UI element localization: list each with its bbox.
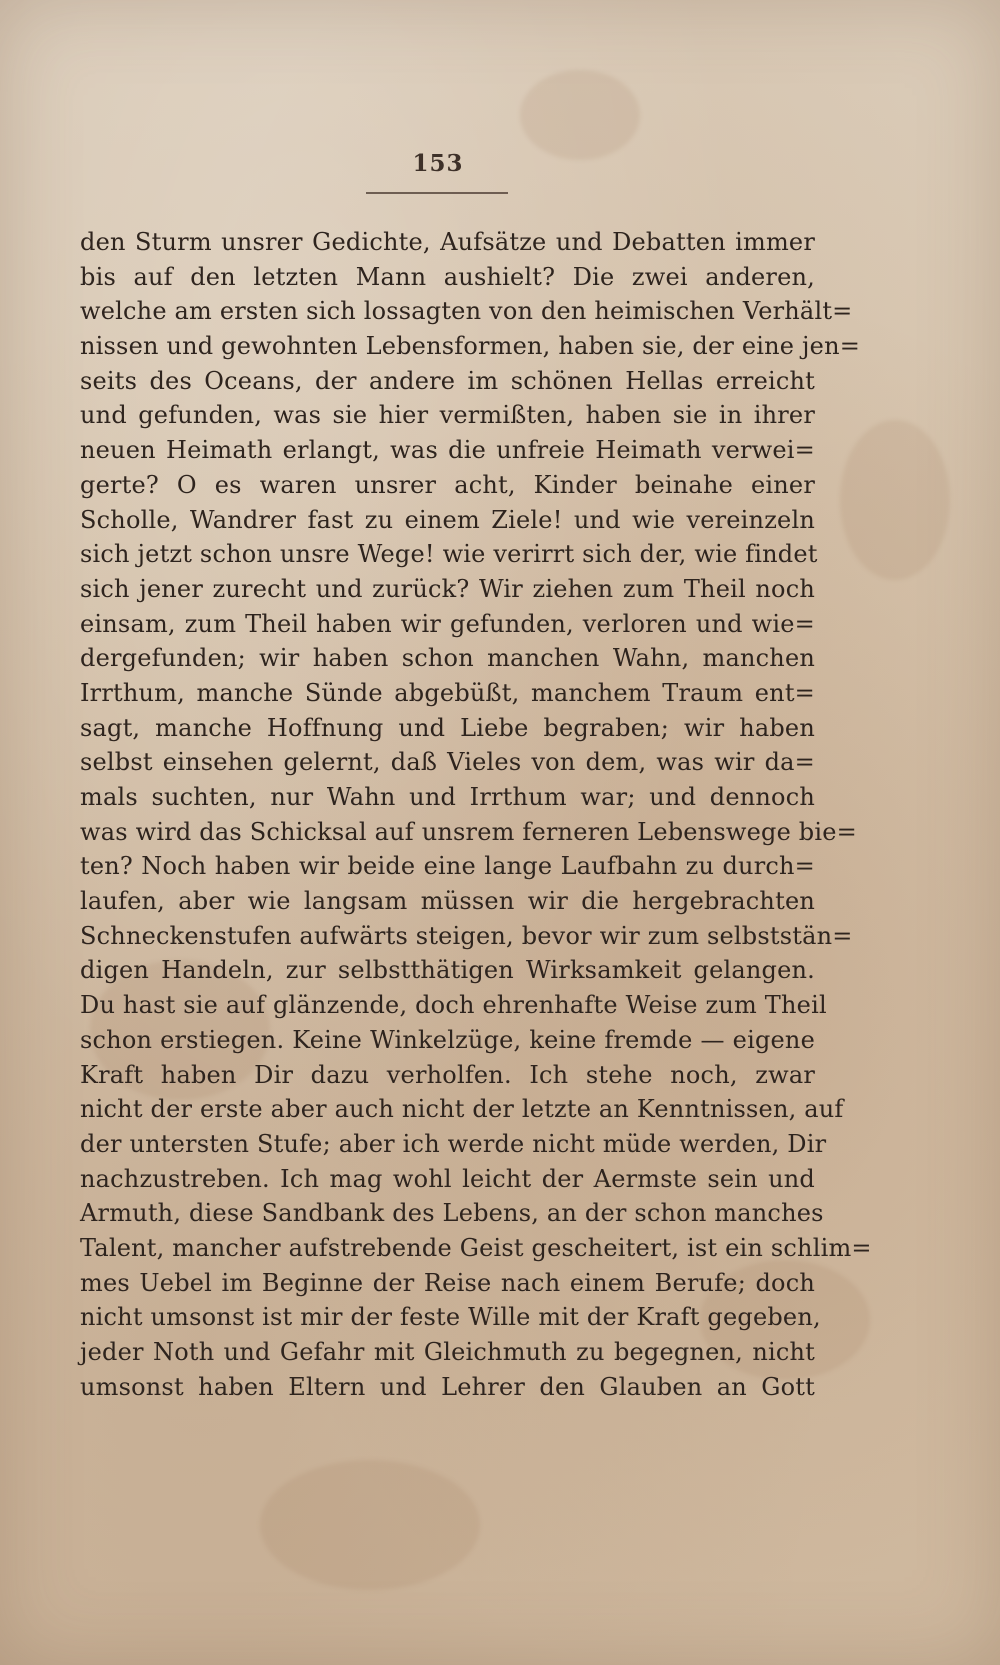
text-line: welche am ersten sich lossagten von den heimischen Verhält=	[80, 297, 853, 326]
text-line: selbst einsehen gelernt, daß Vieles von dem, was wir da=	[80, 748, 815, 777]
paper-stain	[520, 70, 640, 160]
paper-stain	[260, 1460, 480, 1590]
text-line: neuen Heimath erlangt, was die unfreie Heimath verwei=	[80, 436, 815, 465]
text-line: einsam, zum Theil haben wir gefunden, verloren und wie=	[80, 609, 815, 638]
text-line: Schneckenstufen aufwärts steigen, bevor wir zum selbststän=	[80, 921, 853, 950]
text-line: was wird das Schicksal auf unsrem ferneren Lebenswege bie=	[80, 817, 857, 846]
text-line: sagt, manche Hoffnung und Liebe begraben; wir haben	[80, 713, 815, 742]
text-line: Kraft haben Dir dazu verholfen. Ich stehe noch, zwar	[80, 1060, 815, 1089]
text-line: den Sturm unsrer Gedichte, Aufsätze und Debatten immer	[80, 228, 815, 256]
text-line: seits des Oceans, der andere im schönen Hellas erreicht	[80, 366, 815, 395]
text-line: sich jetzt schon unsre Wege! wie verirrt sich der, wie findet	[80, 540, 818, 569]
text-line: Armuth, diese Sandbank des Lebens, an der schon manches	[80, 1199, 824, 1228]
text-line: ten? Noch haben wir beide eine lange Laufbahn zu durch=	[80, 852, 815, 881]
text-line: nicht umsonst ist mir der feste Wille mit der Kraft gegeben,	[80, 1303, 821, 1332]
text-line: gerte? O es waren unsrer acht, Kinder beinahe einer	[80, 470, 815, 499]
text-line: nicht der erste aber auch nicht der letzte an Kenntnissen, auf	[80, 1095, 844, 1124]
text-line: nachzustreben. Ich mag wohl leicht der Aermste sein und	[80, 1164, 815, 1193]
text-line: Irrthum, manche Sünde abgebüßt, manchem Traum ent=	[80, 678, 815, 707]
text-line: nissen und gewohnten Lebensformen, haben sie, der eine jen=	[80, 332, 861, 361]
text-line: der untersten Stufe; aber ich werde nicht müde werden, Dir	[80, 1129, 827, 1158]
text-line: Du hast sie auf glänzende, doch ehrenhafte Weise zum Theil	[80, 991, 827, 1020]
text-line: bis auf den letzten Mann aushielt? Die zwei anderen,	[80, 262, 815, 291]
body-text	[80, 225, 872, 1404]
text-line: jeder Noth und Gefahr mit Gleichmuth zu begegnen, nicht	[80, 1338, 815, 1366]
text-line: mals suchten, nur Wahn und Irrthum war; und dennoch	[80, 783, 815, 811]
text-line: und gefunden, was sie hier vermißten, haben sie in ihrer	[80, 401, 815, 430]
paper-stain	[840, 420, 950, 580]
page-number: 153	[412, 150, 464, 177]
text-line: umsonst haben Eltern und Lehrer den Glauben an Gott	[80, 1372, 815, 1401]
text-line: mes Uebel im Beginne der Reise nach einem Berufe; doch	[80, 1268, 815, 1297]
header-rule	[366, 192, 508, 194]
text-line: schon erstiegen. Keine Winkelzüge, keine fremde — eigene	[80, 1025, 815, 1054]
text-line: Scholle, Wandrer fast zu einem Ziele! und wie vereinzeln	[80, 505, 815, 534]
text-line: laufen, aber wie langsam müssen wir die hergebrachten	[80, 887, 815, 916]
text-line: digen Handeln, zur selbstthätigen Wirksamkeit gelangen.	[80, 956, 815, 985]
text-line: Talent, mancher aufstrebende Geist gescheitert, ist ein schlim=	[80, 1233, 872, 1262]
text-line: dergefunden; wir haben schon manchen Wahn, manchen	[80, 644, 815, 673]
text-line: sich jener zurecht und zurück? Wir ziehen zum Theil noch	[80, 574, 815, 603]
